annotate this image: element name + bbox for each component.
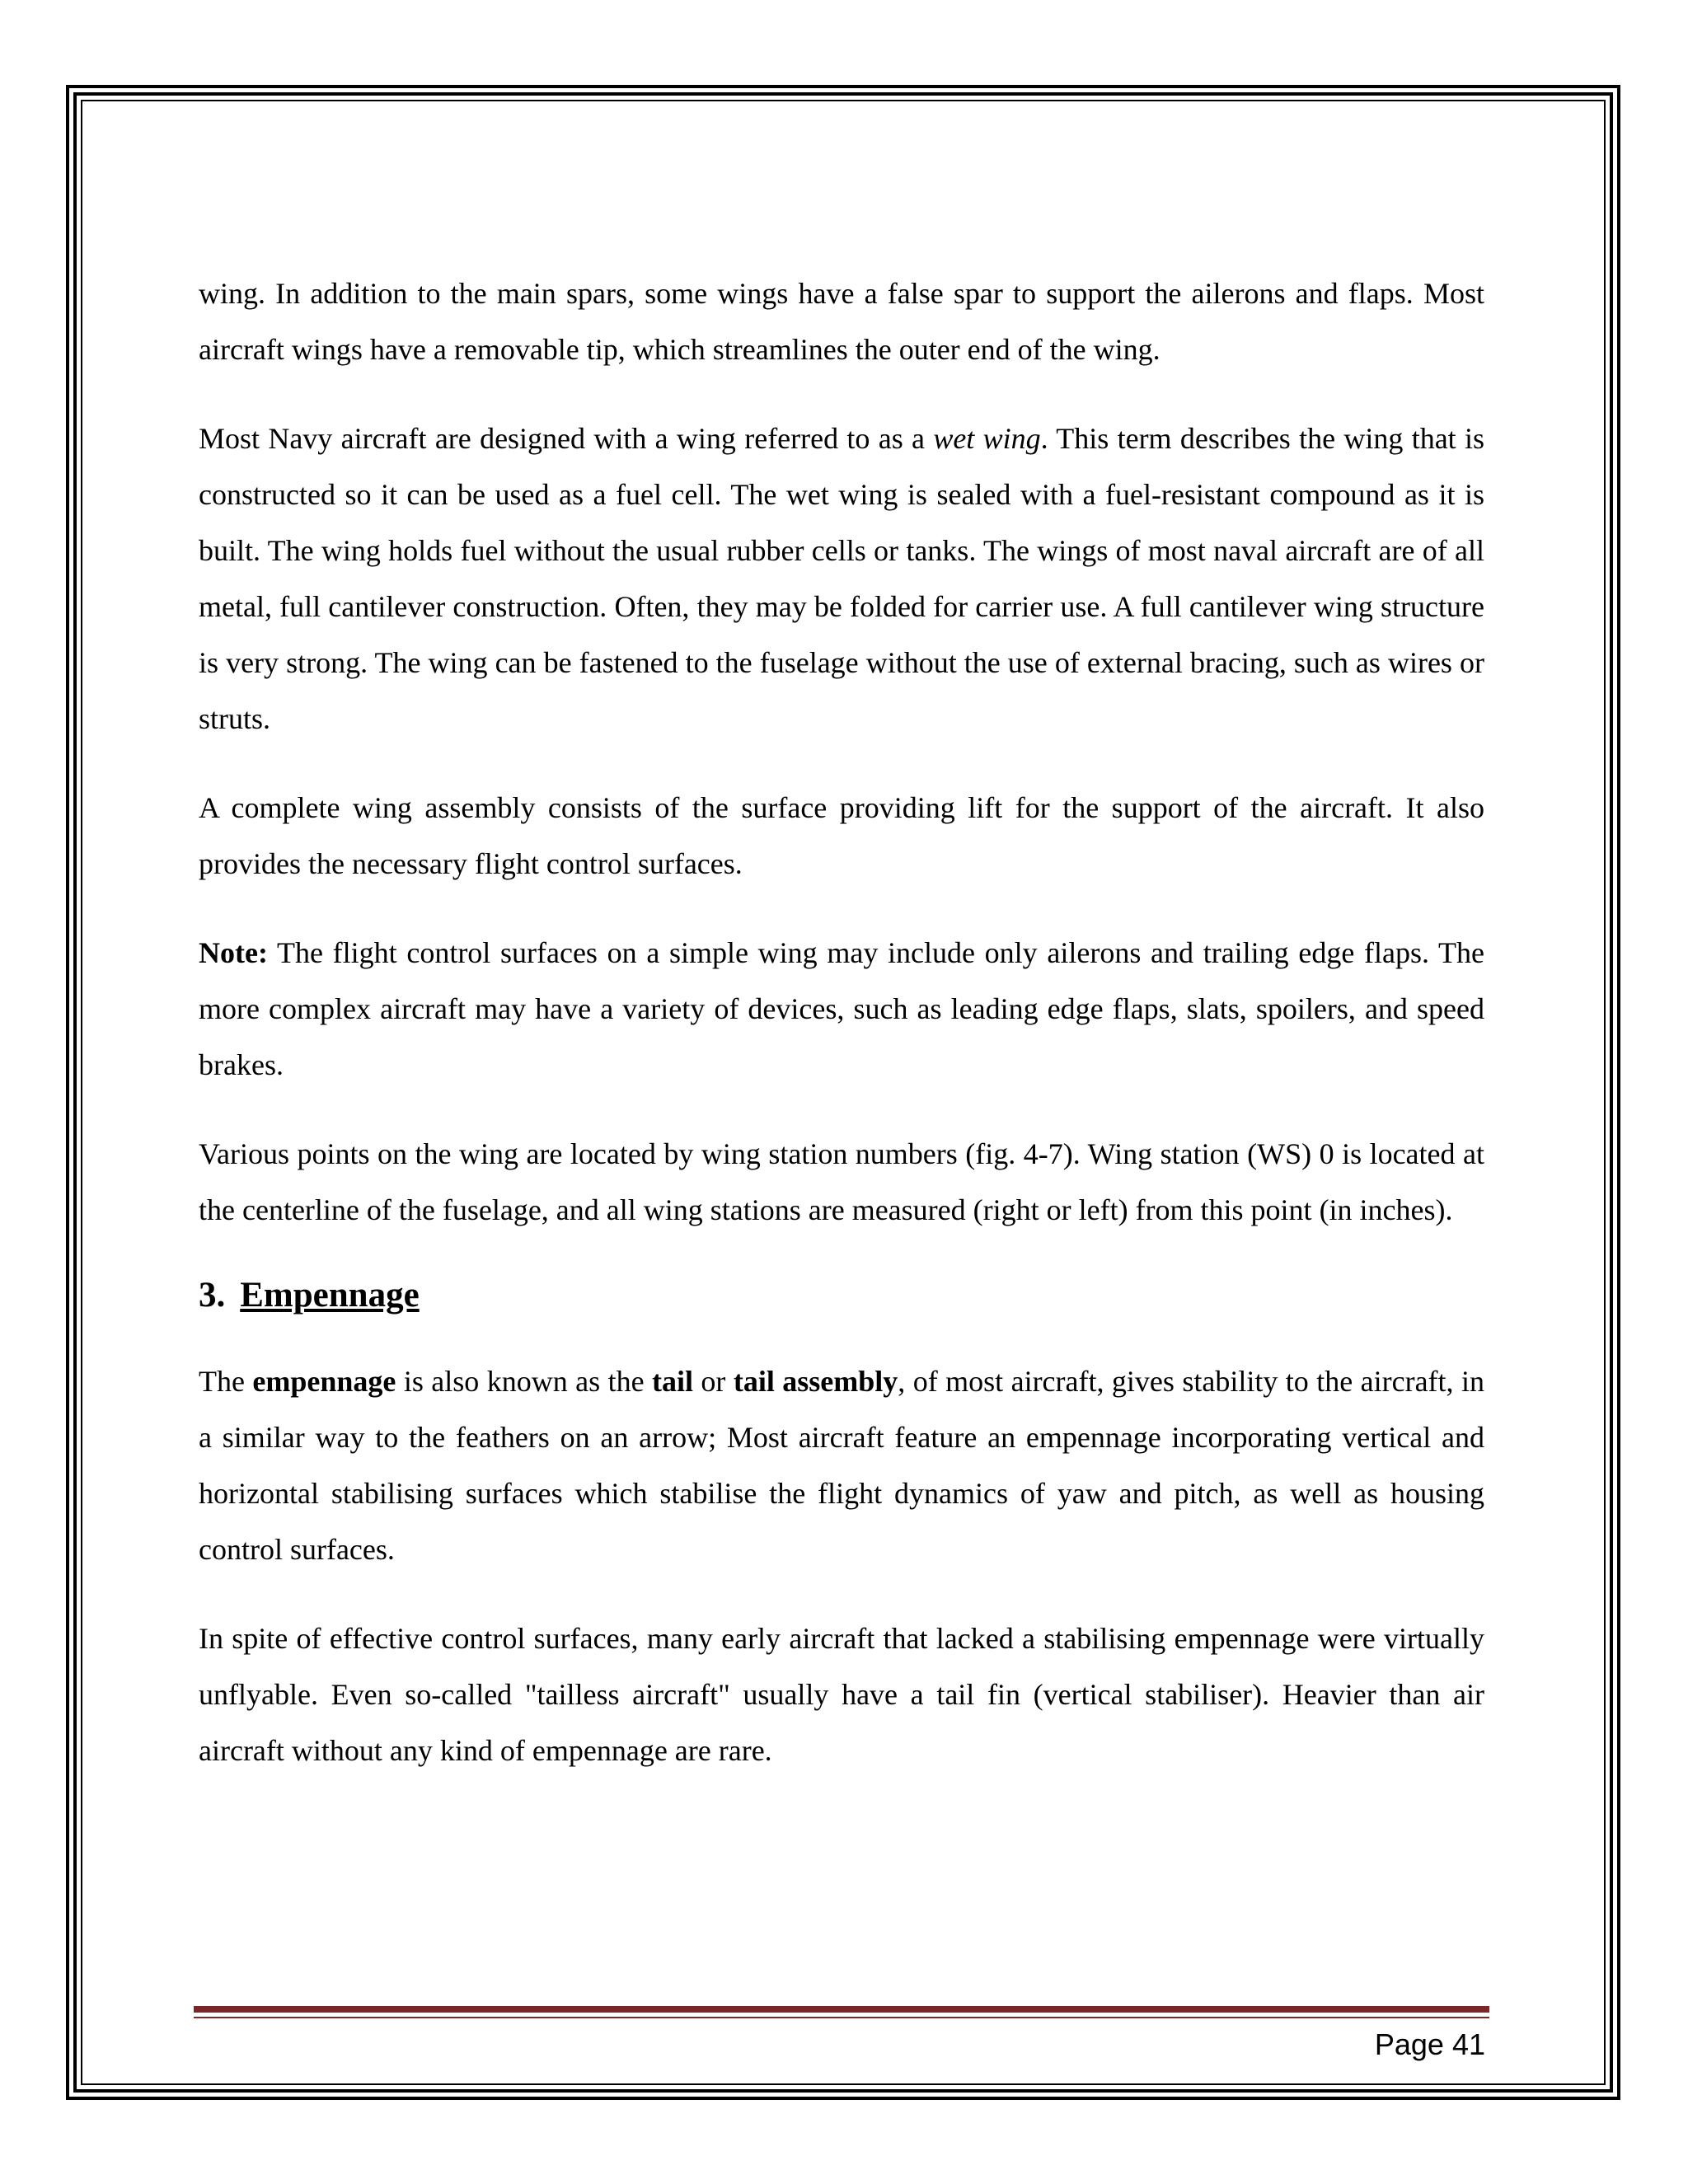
paragraph-wet-wing [199, 410, 1484, 747]
term-empennage: empennage [252, 1365, 396, 1398]
section-heading [199, 1271, 1484, 1320]
text: . This term describes the wing that is constructed so it can be used as a fuel cell. The wet wing is sealed with a fuel-resistant compound as it is built. The wing holds fuel without the usual rubber cells or tanks. The wings of most naval aircraft are of all metal, full cantilever construction. Often, they may be folded for carrier use. A full cantilever wing structure is very strong. The wing can be fastened to the fuselage without the use of external bracing, such as wires or struts. [199, 422, 1484, 735]
section-number: 3. [199, 1276, 226, 1315]
note-text: The flight control surfaces on a simple wing may include only ailerons and trailing edge flaps. The more complex aircraft may have a variety of devices, such as leading edge flaps, slats, spoilers, and speed brakes. [199, 936, 1484, 1081]
paragraph-wing-assembly: A complete wing assembly consists of the surface providing lift for the support of the aircraft. It also provides the necessary flight control surfaces. [199, 791, 1484, 880]
page-content [199, 265, 1484, 1811]
text: The [199, 1365, 253, 1398]
section-title: Empennage [240, 1276, 420, 1315]
footer-rule-thick [194, 2006, 1489, 2013]
wet-wing-term: wet wing [933, 422, 1041, 455]
text: Most Navy aircraft are designed with a wing referred to as a [199, 422, 934, 455]
text: , of most aircraft, gives stability to the aircraft, in a similar way to the feathers on an arrow; Most aircraft feature an empennage incorporating vertical and horizontal stabilising surfaces which stabilise the flight dynamics of yaw and pitch, as well as housing control surfaces. [199, 1365, 1484, 1566]
term-tail-assembly: tail assembly [733, 1365, 898, 1398]
note-label: Note: [199, 936, 268, 969]
paragraph-empennage-definition [199, 1353, 1484, 1577]
text: is also known as the [396, 1365, 652, 1398]
text: or [692, 1365, 734, 1398]
paragraph-empennage-history: In spite of effective control surfaces, many early aircraft that lacked a stabilising empennage were virtually unflyable. Even so-called "tailless aircraft" usually have a tail fin (vertical stabiliser). Heavier than air aircraft without any kind of empennage are rare. [199, 1622, 1484, 1767]
page-number: Page 41 [1374, 2027, 1485, 2061]
paragraph-wing-spars: wing. In addition to the main spars, some wings have a false spar to support the ailerons and flaps. Most aircraft wings have a removable tip, which streamlines the outer end of the wing. [199, 277, 1484, 366]
term-tail: tail [651, 1365, 693, 1398]
paragraph-note [199, 925, 1484, 1093]
paragraph-wing-stations: Various points on the wing are located by wing station numbers (fig. 4-7). Wing station (WS) 0 is located at the centerline of the fuselage, and all wing stations are measured (right or left) from this point (in inches). [199, 1137, 1484, 1226]
footer-rule-thin [194, 2017, 1489, 2018]
